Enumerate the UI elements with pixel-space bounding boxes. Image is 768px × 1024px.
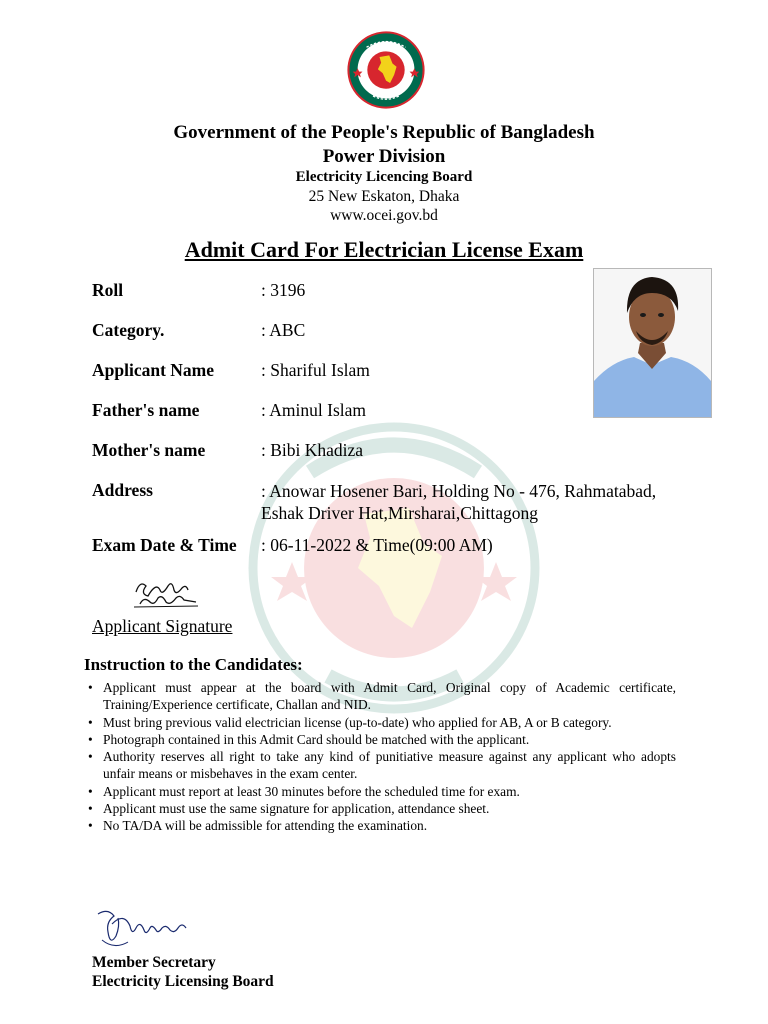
header-website: www.ocei.gov.bd bbox=[330, 207, 438, 224]
field-value-exam-date: : 06-11-2022 & Time(09:00 AM) bbox=[261, 535, 493, 555]
field-label-applicant-name: Applicant Name bbox=[92, 360, 215, 380]
applicant-signature-caption: Applicant Signature bbox=[92, 616, 233, 636]
field-label-mother-name: Mother's name bbox=[92, 440, 206, 460]
field-label-address: Address bbox=[92, 480, 153, 500]
field-label-father-name: Father's name bbox=[92, 400, 200, 420]
field-value-roll: : 3196 bbox=[261, 280, 306, 300]
instructions-heading: Instruction to the Candidates: bbox=[84, 655, 303, 674]
field-value-address: : Anowar Hosener Bari, Holding No - 476, Rahmatabad, bbox=[261, 481, 657, 501]
footer-organization: Electricity Licensing Board bbox=[92, 973, 274, 990]
field-label-exam-date: Exam Date & Time bbox=[92, 535, 237, 555]
page-title: Admit Card For Electrician License Exam bbox=[184, 237, 584, 262]
bullet-icon: • bbox=[88, 680, 93, 695]
field-value-father-name: : Aminul Islam bbox=[261, 400, 366, 420]
bullet-icon: • bbox=[88, 818, 93, 834]
list-item: • Must bring previous valid electrician license (up-to-date) who applied for AB, A or B category. bbox=[88, 714, 612, 730]
field-value-category: : ABC bbox=[261, 320, 306, 340]
list-item: • No TA/DA will be admissible for attending the examination. bbox=[88, 818, 428, 834]
field-label-roll: Roll bbox=[92, 280, 124, 300]
list-item: • Photograph contained in this Admit Card should be matched with the applicant. bbox=[88, 731, 530, 747]
instructions-list bbox=[88, 679, 676, 835]
field-value-applicant-name: : Shariful Islam bbox=[261, 360, 370, 380]
header-address: 25 New Eskaton, Dhaka bbox=[308, 188, 460, 205]
header-board: Electricity Licencing Board bbox=[295, 169, 473, 185]
list-item: • Applicant must report at least 30 minutes before the scheduled time for exam. bbox=[88, 783, 520, 799]
header-division: Power Division bbox=[322, 146, 446, 167]
list-item: • Applicant must use the same signature for application, attendance sheet. bbox=[88, 801, 490, 817]
authority-signature-icon bbox=[94, 906, 194, 954]
bullet-icon: • bbox=[88, 749, 93, 765]
bullet-icon: • bbox=[88, 783, 93, 799]
list-item: • Applicant must appear at the board with Admit Card, Original copy of Academic certificate, Training/Experience certificate, Challan and NID. bbox=[88, 680, 676, 713]
field-value-mother-name: : Bibi Khadiza bbox=[261, 440, 364, 460]
applicant-signature-icon bbox=[130, 572, 202, 612]
field-label-category: Category. bbox=[92, 320, 165, 340]
footer-designation: Member Secretary bbox=[92, 954, 216, 971]
applicant-photo bbox=[593, 268, 712, 418]
person-photo-icon bbox=[594, 269, 711, 417]
bullet-icon: • bbox=[88, 731, 93, 747]
bullet-icon: • bbox=[88, 714, 93, 730]
field-value-address-line2: Eshak Driver Hat,Mirsharai,Chittagong bbox=[261, 503, 539, 523]
bullet-icon: • bbox=[88, 801, 93, 817]
header-government: Government of the People's Republic of Bangladesh bbox=[173, 122, 595, 143]
government-emblem-icon bbox=[345, 31, 427, 109]
list-item: • Authority reserves all right to take any kind of punitiative measure against any applicant who adopts unfair means or misbehaves in the exam center. bbox=[88, 749, 676, 782]
